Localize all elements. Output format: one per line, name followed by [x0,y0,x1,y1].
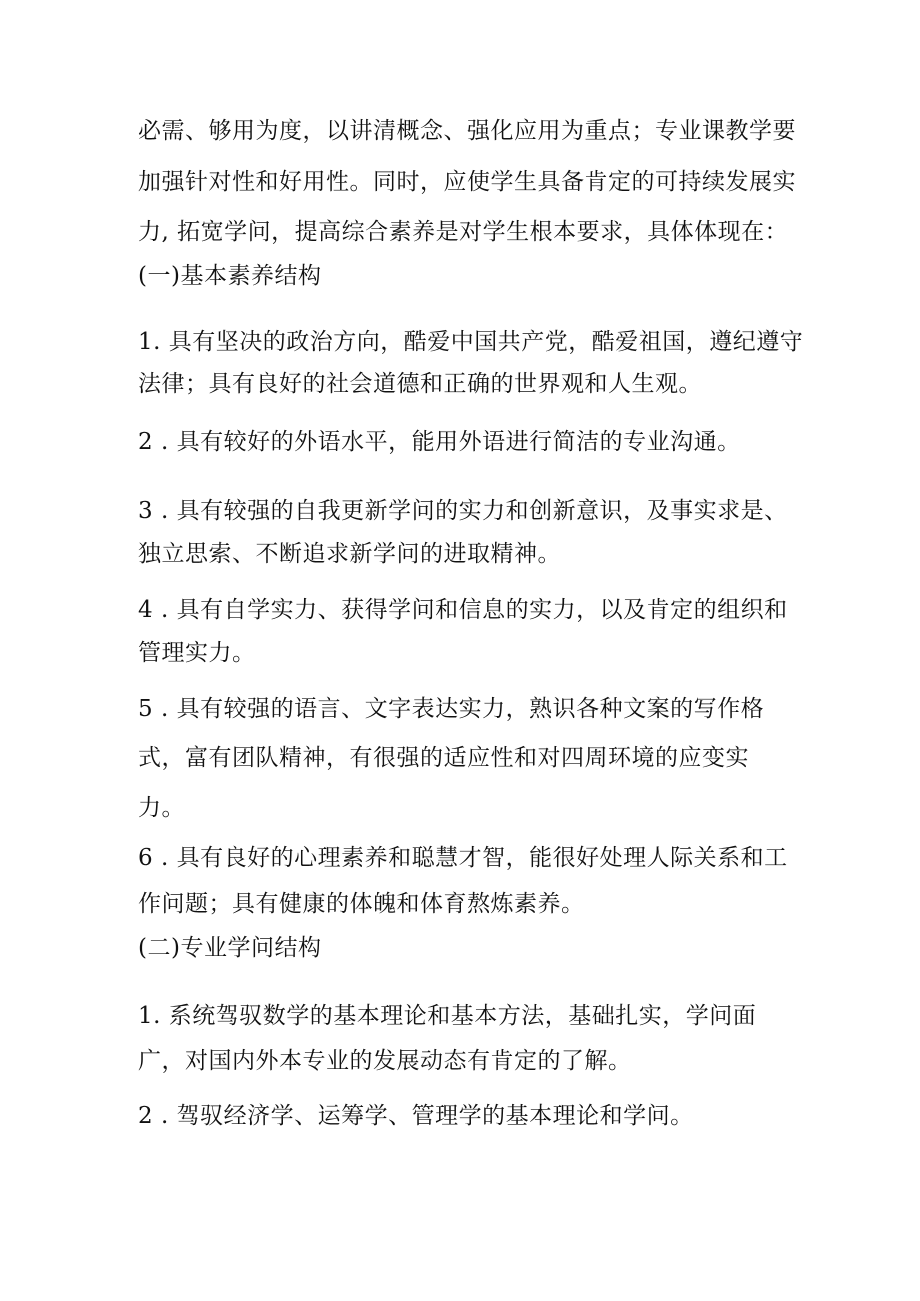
list-item-3-line-2: 独立思索、不断追求新学问的进取精神。 [138,541,561,567]
section-heading-basic-quality: (一)基本素养结构 [138,263,322,289]
list-item-4-line-2: 管理实力。 [138,640,256,666]
paragraph-line-3: 力, 拓宽学问，提高综合素养是对学生根本要求，具体体现在： [138,219,789,245]
list-item-5-line-2: 式，富有团队精神，有很强的适应性和对四周环境的应变实 [138,745,749,771]
section-heading-professional-knowledge: (二)专业学问结构 [138,935,322,961]
list-item-6-line-1: 6 . 具有良好的心理素养和聪慧才智，能很好处理人际关系和工 [138,845,788,871]
knowledge-item-1-line-1: 1. 系统驾驭数学的基本理论和基本方法，基础扎实，学问面 [138,1003,757,1029]
paragraph-line-1: 必需、够用为度，以讲清概念、强化应用为重点；专业课教学要 [138,118,796,144]
list-item-4-line-1: 4 . 具有自学实力、获得学问和信息的实力，以及肯定的组织和 [138,597,788,623]
knowledge-item-2: 2 . 驾驭经济学、运筹学、管理学的基本理论和学问。 [138,1103,694,1129]
list-item-5-line-3: 力。 [138,795,185,821]
list-item-1-line-2: 法律；具有良好的社会道德和正确的世界观和人生观。 [138,371,702,397]
list-item-5-line-1: 5 . 具有较强的语言、文字表达实力，熟识各种文案的写作格 [138,696,765,722]
list-item-2: 2 . 具有较好的外语水平，能用外语进行简洁的专业沟通。 [138,429,741,455]
list-item-1-line-1: 1. 具有坚决的政治方向，酷爱中国共产党，酷爱祖国，遵纪遵守 [138,329,804,355]
paragraph-line-2: 加强针对性和好用性。同时，应使学生具备肯定的可持续发展实 [138,169,796,195]
knowledge-item-1-line-2: 广，对国内外本专业的发展动态有肯定的了解。 [138,1048,632,1074]
list-item-3-line-1: 3 . 具有较强的自我更新学问的实力和创新意识，及事实求是、 [138,498,788,524]
list-item-6-line-2: 作问题；具有健康的体魄和体育熬炼素养。 [138,891,585,917]
